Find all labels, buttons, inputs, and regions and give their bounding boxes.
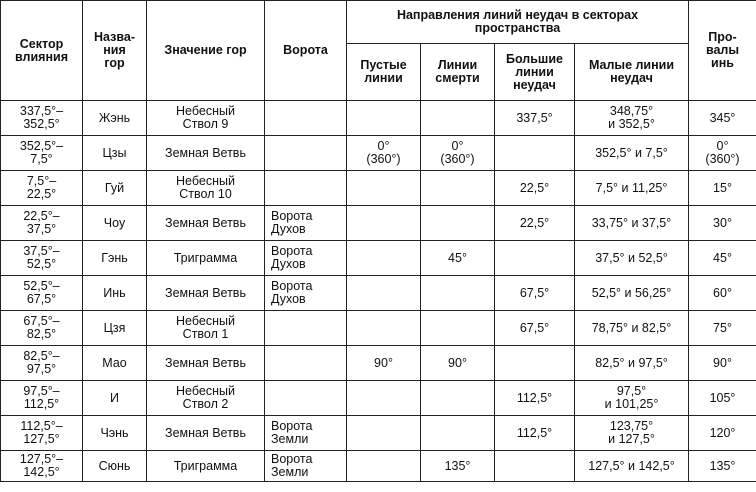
yin-a-text: 90° (713, 355, 732, 370)
mountain-meaning-cell (147, 206, 265, 241)
meaning-a-text: Земная Ветвь (165, 215, 246, 230)
small-lines-cell (575, 311, 689, 346)
gates-b-text: Духов (271, 222, 306, 236)
yin-failures-cell (689, 451, 756, 482)
yin-a-text: 45° (713, 250, 732, 265)
table-row (1, 241, 756, 276)
header-mountain-meaning: Значение гор (147, 1, 265, 101)
meaning-a-text: Небесный (176, 174, 235, 188)
empty-a-text: 0° (377, 139, 390, 153)
gates-cell (265, 311, 347, 346)
big-lines-cell (495, 101, 575, 136)
yin-failures-cell (689, 346, 756, 381)
sector-cell (1, 311, 83, 346)
mountain-meaning-cell (147, 241, 265, 276)
mountain-name-cell (83, 381, 147, 416)
gates-cell (265, 241, 347, 276)
small-b-text: и 352,5° (608, 117, 655, 131)
big-lines-cell (495, 241, 575, 276)
gates-cell (265, 171, 347, 206)
sector-cell (1, 381, 83, 416)
yin-a-text: 120° (709, 425, 736, 440)
header-small-lines: Малые линии неудач (575, 44, 689, 101)
empty-lines-cell (347, 171, 421, 206)
small-lines-cell (575, 206, 689, 241)
sector-cell (1, 136, 83, 171)
small-lines-cell (575, 346, 689, 381)
gates-a-text: Ворота (271, 209, 313, 223)
empty-lines-cell (347, 311, 421, 346)
gates-a-text: Ворота (271, 419, 313, 433)
small-lines-cell (575, 101, 689, 136)
sector-a-text: 52,5°– (23, 279, 60, 293)
empty-a-text: 90° (374, 355, 393, 370)
name-text: Цзя (103, 320, 126, 335)
death-lines-cell (421, 101, 495, 136)
table-row (1, 451, 756, 482)
yin-failures-cell (689, 136, 756, 171)
meaning-a-text: Земная Ветвь (165, 145, 246, 160)
big-text: 67,5° (519, 320, 550, 335)
yin-a-text: 345° (709, 110, 736, 125)
name-text: Сюнь (98, 458, 131, 473)
yin-failures-cell (689, 241, 756, 276)
big-text: 22,5° (519, 180, 550, 195)
yin-failures-cell (689, 311, 756, 346)
sector-a-text: 82,5°– (23, 349, 60, 363)
meaning-a-text: Небесный (176, 104, 235, 118)
table-body (1, 101, 756, 482)
meaning-a-text: Земная Ветвь (165, 355, 246, 370)
gates-b-text: Земли (271, 465, 309, 479)
mountain-meaning-cell (147, 276, 265, 311)
small-b-text: и 101,25° (604, 397, 659, 411)
meaning-a-text: Небесный (176, 384, 235, 398)
sector-cell (1, 276, 83, 311)
table-row (1, 416, 756, 451)
death-lines-cell (421, 311, 495, 346)
meaning-a-text: Земная Ветвь (165, 285, 246, 300)
mountain-name-cell (83, 206, 147, 241)
gates-cell (265, 101, 347, 136)
table-row (1, 346, 756, 381)
sector-cell (1, 206, 83, 241)
sector-cell (1, 241, 83, 276)
sector-b-text: 67,5° (26, 292, 57, 306)
table-row (1, 311, 756, 346)
gates-cell (265, 451, 347, 482)
small-a-text: 352,5° и 7,5° (595, 145, 668, 160)
table-row (1, 206, 756, 241)
big-lines-cell (495, 346, 575, 381)
sector-a-text: 7,5°– (26, 174, 57, 188)
sector-b-text: 7,5° (30, 152, 53, 166)
small-a-text: 33,75° и 37,5° (591, 215, 672, 230)
header-yin-failures: Про- валы инь (689, 1, 756, 101)
small-a-text: 97,5° (616, 384, 647, 398)
header-empty-lines: Пустые линии (347, 44, 421, 101)
death-a-text: 90° (448, 355, 467, 370)
death-a-text: 0° (451, 139, 464, 153)
empty-lines-cell (347, 381, 421, 416)
big-lines-cell (495, 311, 575, 346)
header-gates: Ворота (265, 1, 347, 101)
sector-b-text: 52,5° (26, 257, 57, 271)
empty-lines-cell (347, 451, 421, 482)
gates-b-text: Духов (271, 292, 306, 306)
small-lines-cell (575, 136, 689, 171)
mountain-meaning-cell (147, 171, 265, 206)
yin-a-text: 105° (709, 390, 736, 405)
sector-a-text: 337,5°– (19, 104, 64, 118)
small-lines-cell (575, 276, 689, 311)
table-row (1, 101, 756, 136)
small-a-text: 78,75° и 82,5° (591, 320, 672, 335)
small-lines-cell (575, 241, 689, 276)
empty-lines-cell (347, 276, 421, 311)
mountain-name-cell (83, 171, 147, 206)
meaning-a-text: Земная Ветвь (165, 425, 246, 440)
header-sector: Сектор влияния (1, 1, 83, 101)
big-text: 112,5° (516, 425, 553, 440)
header-death-lines: Линии смерти (421, 44, 495, 101)
mountain-meaning-cell (147, 311, 265, 346)
yin-a-text: 0° (716, 139, 729, 153)
small-a-text: 52,5° и 56,25° (591, 285, 672, 300)
sector-a-text: 97,5°– (23, 384, 60, 398)
table-row (1, 381, 756, 416)
big-text: 112,5° (516, 390, 553, 405)
meaning-b-text: Ствол 9 (182, 117, 229, 131)
sector-a-text: 112,5°– (20, 419, 63, 433)
small-a-text: 127,5° и 142,5° (588, 458, 675, 473)
mountain-meaning-cell (147, 101, 265, 136)
big-lines-cell (495, 206, 575, 241)
table-row (1, 276, 756, 311)
yin-failures-cell (689, 171, 756, 206)
name-text: Чоу (103, 215, 126, 230)
yin-failures-cell (689, 276, 756, 311)
meaning-a-text: Небесный (176, 314, 235, 328)
gates-cell (265, 136, 347, 171)
mountain-name-cell (83, 311, 147, 346)
small-a-text: 7,5° и 11,25° (595, 180, 668, 195)
gates-b-text: Духов (271, 257, 306, 271)
big-text: 67,5° (519, 285, 550, 300)
small-a-text: 82,5° и 97,5° (595, 355, 668, 370)
gates-cell (265, 206, 347, 241)
big-text: 337,5° (516, 110, 553, 125)
name-text: Инь (103, 285, 126, 300)
death-lines-cell (421, 136, 495, 171)
sector-a-text: 37,5°– (23, 244, 60, 258)
gates-cell (265, 416, 347, 451)
death-a-text: 45° (448, 250, 467, 265)
mountain-name-cell (83, 101, 147, 136)
yin-failures-cell (689, 101, 756, 136)
meaning-a-text: Триграмма (173, 250, 238, 265)
big-lines-cell (495, 136, 575, 171)
yin-failures-cell (689, 206, 756, 241)
gates-cell (265, 276, 347, 311)
big-lines-cell (495, 451, 575, 482)
name-text: И (110, 390, 119, 405)
sector-b-text: 142,5° (23, 465, 60, 479)
sector-b-text: 82,5° (26, 327, 57, 341)
meaning-b-text: Ствол 2 (182, 397, 229, 411)
big-lines-cell (495, 381, 575, 416)
sector-cell (1, 451, 83, 482)
mountain-name-cell (83, 346, 147, 381)
empty-lines-cell (347, 136, 421, 171)
name-text: Мао (102, 355, 127, 370)
gates-cell (265, 381, 347, 416)
sector-b-text: 97,5° (26, 362, 57, 376)
sector-a-text: 127,5°– (19, 452, 64, 466)
death-lines-cell (421, 276, 495, 311)
empty-lines-cell (347, 206, 421, 241)
death-b-text: (360°) (440, 152, 475, 166)
name-text: Жэнь (98, 110, 131, 125)
sector-a-text: 22,5°– (23, 209, 60, 223)
table-row (1, 171, 756, 206)
meaning-b-text: Ствол 1 (182, 327, 229, 341)
small-lines-cell (575, 416, 689, 451)
empty-lines-cell (347, 101, 421, 136)
death-a-text: 135° (444, 458, 471, 473)
mountain-meaning-cell (147, 346, 265, 381)
gates-a-text: Ворота (271, 244, 313, 258)
small-b-text: и 127,5° (608, 432, 655, 446)
death-lines-cell (421, 171, 495, 206)
sector-cell (1, 346, 83, 381)
name-text: Гэнь (101, 250, 128, 265)
yin-a-text: 60° (713, 285, 732, 300)
death-lines-cell (421, 381, 495, 416)
mountain-meaning-cell (147, 451, 265, 482)
sector-b-text: 352,5° (23, 117, 60, 131)
small-lines-cell (575, 171, 689, 206)
small-a-text: 37,5° и 52,5° (595, 250, 668, 265)
gates-a-text: Ворота (271, 452, 313, 466)
big-lines-cell (495, 276, 575, 311)
header-mountain-name: Назва- ния гор (83, 1, 147, 101)
mountain-meaning-cell (147, 416, 265, 451)
header-big-lines: Большие линии неудач (495, 44, 575, 101)
mountain-meaning-cell (147, 381, 265, 416)
empty-lines-cell (347, 346, 421, 381)
yin-a-text: 135° (709, 458, 736, 473)
sector-a-text: 352,5°– (19, 139, 64, 153)
death-lines-cell (421, 451, 495, 482)
yin-a-text: 15° (713, 180, 732, 195)
small-a-text: 123,75° (609, 419, 654, 433)
name-text: Гуй (104, 180, 125, 195)
death-lines-cell (421, 346, 495, 381)
mountain-name-cell (83, 276, 147, 311)
big-lines-cell (495, 416, 575, 451)
meaning-b-text: Ствол 10 (179, 187, 232, 201)
mountain-meaning-cell (147, 136, 265, 171)
death-lines-cell (421, 206, 495, 241)
sector-cell (1, 101, 83, 136)
death-lines-cell (421, 416, 495, 451)
empty-lines-cell (347, 241, 421, 276)
gates-b-text: Земли (271, 432, 309, 446)
big-lines-cell (495, 171, 575, 206)
sector-b-text: 37,5° (26, 222, 57, 236)
mountain-name-cell (83, 416, 147, 451)
sector-b-text: 22,5° (26, 187, 57, 201)
gates-a-text: Ворота (271, 279, 313, 293)
big-text: 22,5° (519, 215, 550, 230)
yin-b-text: (360°) (705, 152, 740, 166)
table-row (1, 136, 756, 171)
gates-cell (265, 346, 347, 381)
yin-a-text: 30° (713, 215, 732, 230)
small-lines-cell (575, 451, 689, 482)
name-text: Цзы (102, 145, 127, 160)
empty-b-text: (360°) (366, 152, 401, 166)
sector-a-text: 67,5°– (23, 314, 60, 328)
mountain-name-cell (83, 136, 147, 171)
sector-cell (1, 171, 83, 206)
meaning-a-text: Триграмма (173, 458, 238, 473)
mountain-name-cell (83, 451, 147, 482)
mountain-name-cell (83, 241, 147, 276)
yin-failures-cell (689, 381, 756, 416)
sector-b-text: 127,5° (23, 432, 60, 446)
yin-failures-cell (689, 416, 756, 451)
death-lines-cell (421, 241, 495, 276)
small-lines-cell (575, 381, 689, 416)
empty-lines-cell (347, 416, 421, 451)
name-text: Чэнь (100, 425, 129, 440)
sector-cell (1, 416, 83, 451)
header-directions-group: Направления линий неудач в секторах пространства (347, 1, 689, 44)
sector-b-text: 112,5° (23, 397, 60, 411)
small-a-text: 348,75° (609, 104, 654, 118)
yin-a-text: 75° (713, 320, 732, 335)
